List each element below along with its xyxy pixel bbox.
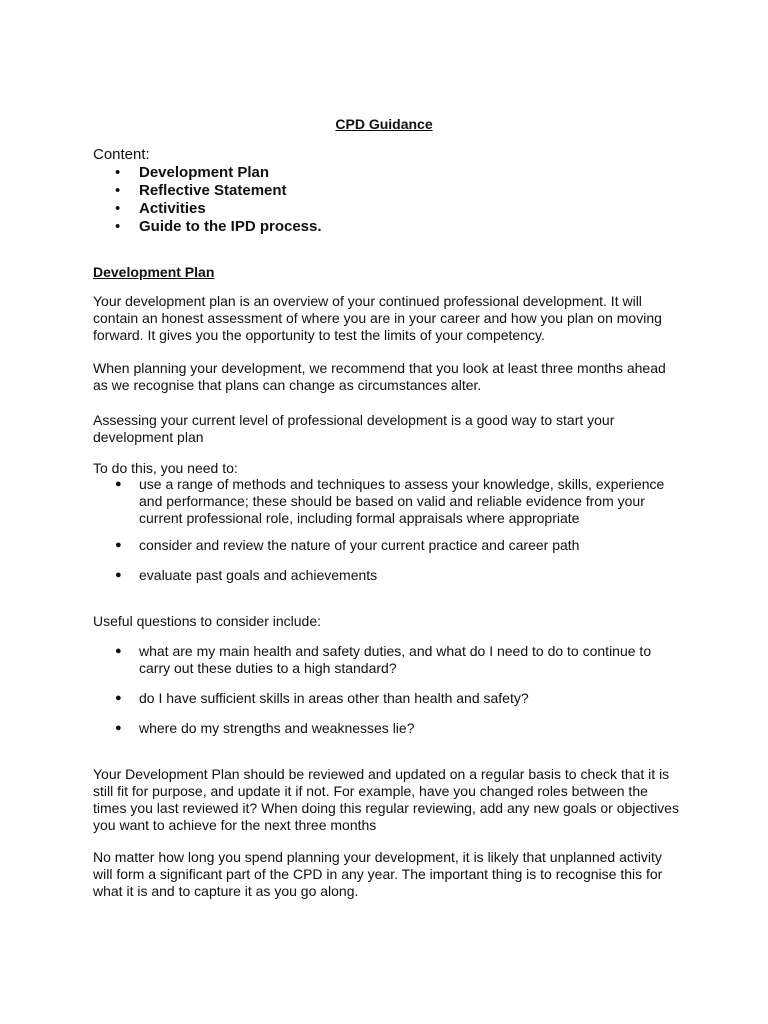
bullet-icon: • <box>115 182 121 199</box>
bullet-icon: • <box>115 200 121 217</box>
todo-intro: To do this, you need to: <box>93 460 238 476</box>
contents-item: • Development Plan <box>115 164 270 181</box>
contents-list <box>93 164 322 236</box>
bullet-icon: ● <box>115 692 122 704</box>
todo-list <box>93 537 683 554</box>
bullet-icon: ● <box>115 478 122 490</box>
list-item: ● what are my main health and safety duties, and what do I need to do to continue to carry out these duties to a high standard? <box>115 643 652 676</box>
contents-item: • Activities <box>115 200 206 217</box>
document-title: CPD Guidance <box>335 116 433 132</box>
section-heading: Development Plan <box>93 264 215 280</box>
list-item: ● consider and review the nature of your current practice and career path <box>115 537 580 553</box>
contents-item: • Reflective Statement <box>115 182 287 199</box>
list-item: ● where do my strengths and weaknesses lie? <box>115 720 415 736</box>
questions-list <box>93 690 683 707</box>
questions-list <box>93 643 683 677</box>
questions-list <box>93 720 683 737</box>
contents-item: • Guide to the IPD process. <box>115 218 322 235</box>
paragraph-review: Your Development Plan should be reviewed and updated on a regular basis to check that it is still fit for purpose, and update it if not. For example, have you changed roles between the times you last reviewed it? When doing this regular reviewing, add any new goals or objectives you want to achieve for the next three months <box>93 766 679 833</box>
list-item: ● evaluate past goals and achievements <box>115 567 378 583</box>
bullet-icon: ● <box>115 539 122 551</box>
list-item: ● use a range of methods and techniques to assess your knowledge, skills, experience and performance; these should be based on valid and reliable evidence from your current professional role, including formal appraisals where appropriate <box>115 476 665 526</box>
bullet-icon: • <box>115 218 121 235</box>
list-item: ● do I have sufficient skills in areas other than health and safety? <box>115 690 529 706</box>
questions-intro: Useful questions to consider include: <box>93 613 322 629</box>
bullet-icon: • <box>115 164 121 181</box>
paragraph-overview: Your development plan is an overview of your continued professional development. It will contain an honest assessment of where you are in your career and how you plan on moving forward. It gives you the opportunity to test the limits of your competency. <box>93 293 662 343</box>
contents-label: Content: <box>93 146 150 163</box>
bullet-icon: ● <box>115 569 122 581</box>
paragraph-assessing: Assessing your current level of professional development is a good way to start your development plan <box>93 412 615 445</box>
todo-list <box>93 567 683 584</box>
bullet-icon: ● <box>115 645 122 657</box>
bullet-icon: ● <box>115 722 122 734</box>
paragraph-planning: When planning your development, we recommend that you look at least three months ahead as we recognise that plans can change as circumstances alter. <box>93 360 666 393</box>
paragraph-unplanned: No matter how long you spend planning your development, it is likely that unplanned activity will form a significant part of the CPD in any year. The important thing is to recognise this for what it is and to capture it as you go along. <box>93 849 663 899</box>
todo-list <box>93 476 683 527</box>
